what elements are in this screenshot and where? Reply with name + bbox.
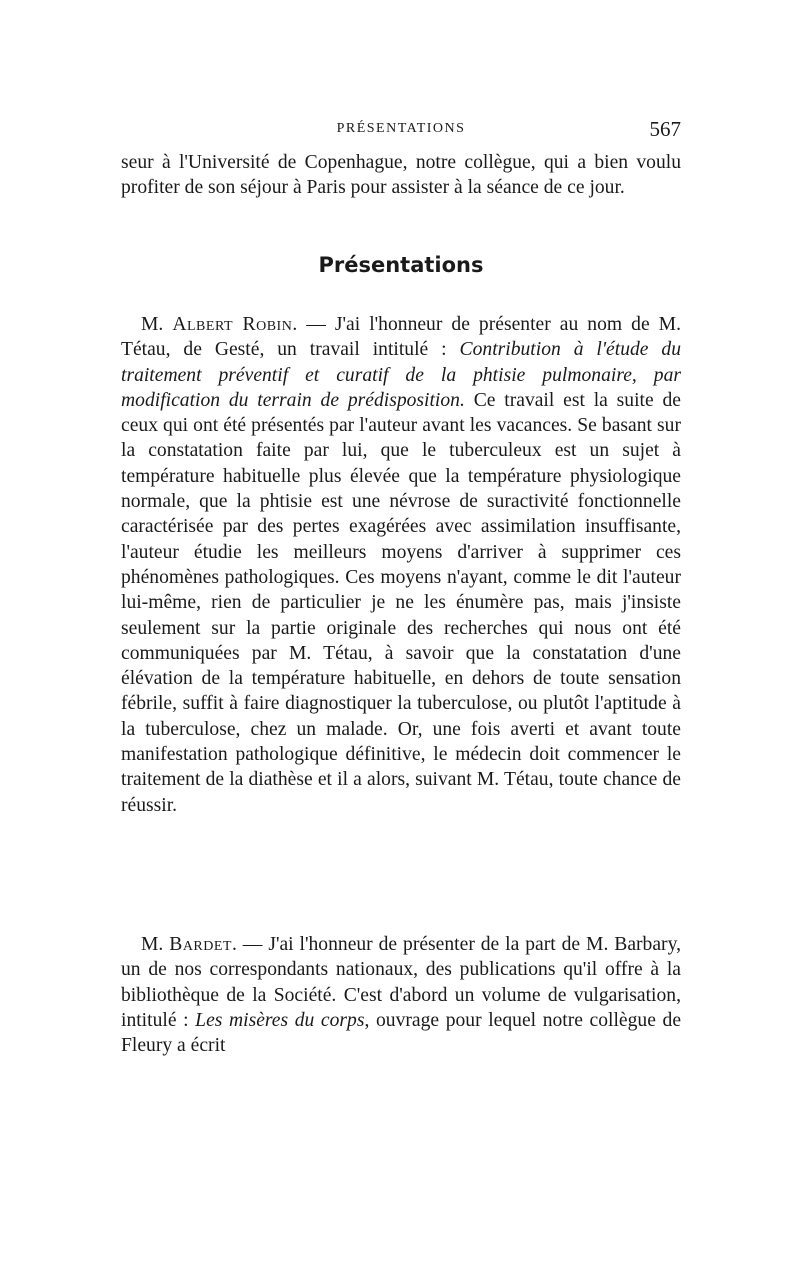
robin-paragraph (121, 312, 681, 818)
bardet-text-body: , ouvrage pour lequel notre collègue de Fleury a écrit (121, 1009, 682, 1057)
bardet-speaker-prefix: M. (141, 934, 170, 955)
robin-text-intro: . — J'ai l'honneur de présenter au nom de M. Tétau, de Gesté, un travail intitulé : (121, 314, 681, 361)
bardet-speaker-name: Bardet (169, 934, 232, 955)
page-number: 567 (649, 117, 681, 141)
section-title: Présentations (318, 253, 484, 277)
robin-speaker-prefix: M. (141, 314, 173, 335)
robin-work-title: Contribution à l'étude du traitement préventif et curatif de la phtisie pulmonaire, par modification du terrain de prédisposition. (121, 339, 681, 411)
bardet-work-title: Les misères du corps (195, 1009, 365, 1031)
robin-speaker-name: Albert Robin (172, 314, 293, 335)
bardet-paragraph (121, 932, 681, 1058)
robin-text-body: Ce travail est la suite de ceux qui ont été présentés par l'auteur avant les vacances. Se basant sur la constatation faite par lui, que le tuberculeux est un sujet à température habituelle plus élevée que la température physiologique normale, que la phtisie est une névrose de suractivité fonctionnelle caractérisée par des pertes exagérées avec assimilation insuffisante, l'auteur étudie les meilleurs moyens d'arriver à supprimer ces phénomènes pathologiques. Ces moyens n'ayant, comme le dit l'auteur lui-même, rien de particulier je ne les énumère pas, mais j'insiste seulement sur la partie originale des recherches qui nous ont été communiquées par M. Tétau, à savoir que la constatation d'une élévation de la température habituelle, en dehors de toute sensation fébrile, suffit à faire diagnostiquer la tuberculose, ou plutôt l'aptitude à la tuberculose, chez un malade. Or, une fois averti et avant toute manifestation pathologique définitive, le médecin doit commencer le traitement de la diathèse et il a alors, suivant M. Tétau, toute chance de réussir. (121, 389, 682, 816)
intro-paragraph: seur à l'Université de Copenhague, notre collègue, qui a bien voulu profiter de son séjour à Paris pour assister à la séance de ce jour. (121, 152, 681, 199)
running-title: PRÉSENTATIONS (336, 121, 466, 136)
bardet-text-intro: . — J'ai l'honneur de présenter de la part de M. Barbary, un de nos correspondants nationaux, des publications qu'il offre à la bibliothèque de la Société. C'est d'abord un volume de vulgarisation, intitulé : (121, 934, 681, 1031)
running-header (121, 117, 681, 141)
